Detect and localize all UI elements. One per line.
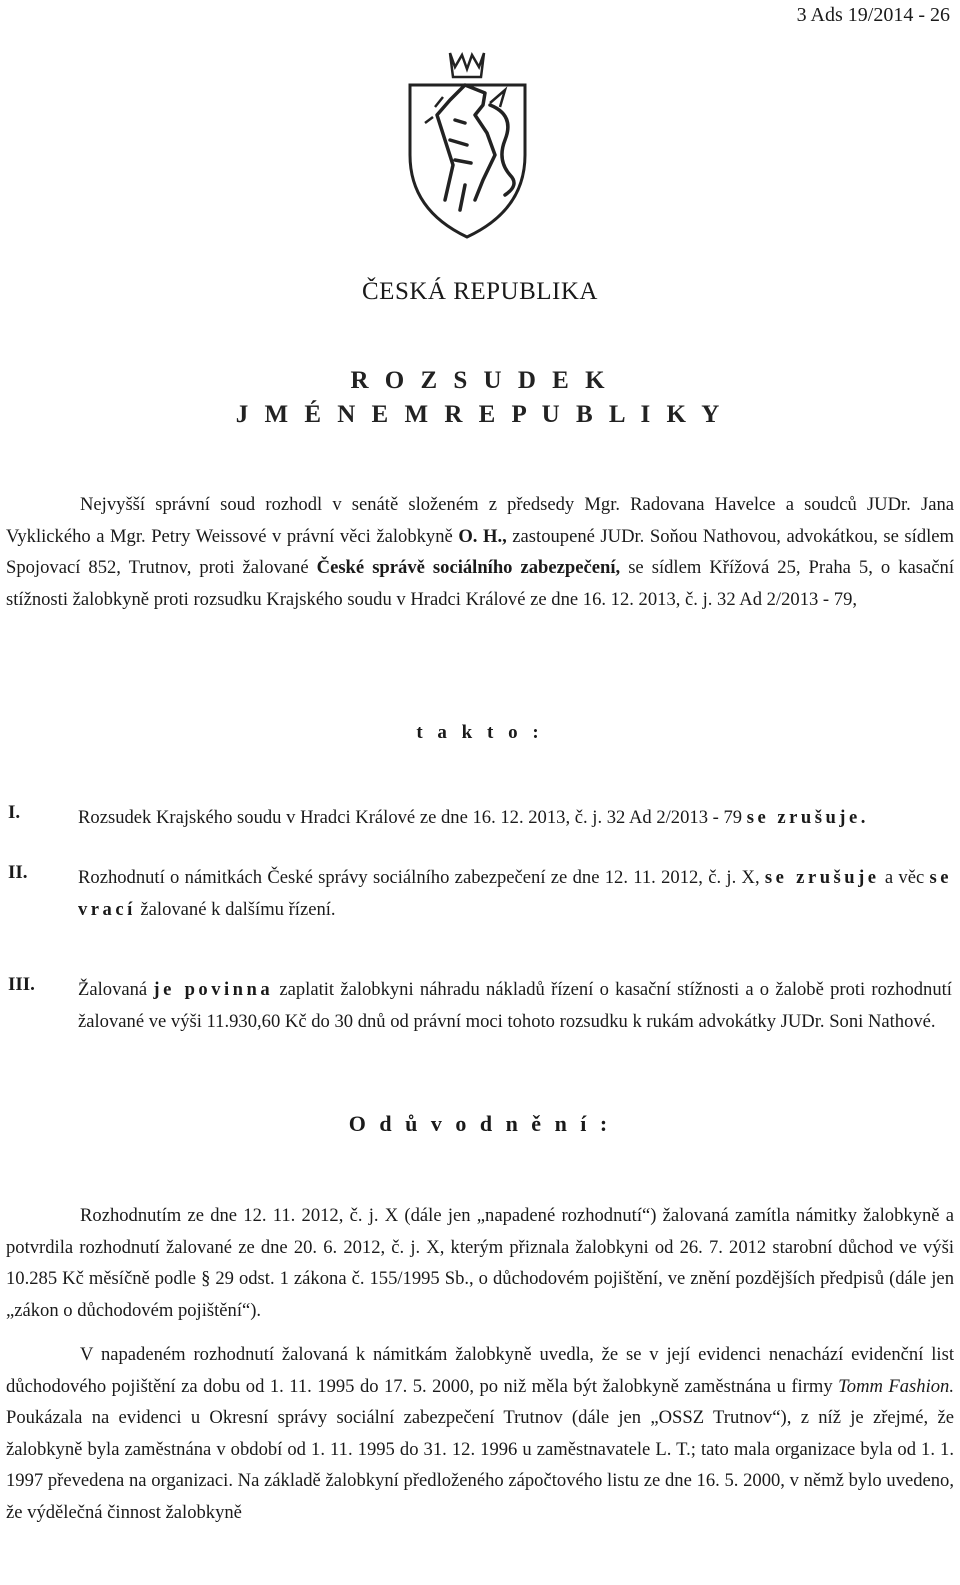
item-number-1: I.	[8, 802, 21, 823]
reasoning-paragraph-1: Rozhodnutím ze dne 12. 11. 2012, č. j. X (dále jen „napadené rozhodnutí“) žalovaná zamítla námitky žalobkyně a potvrdila rozhodnutí žalované ze dne 20. 6. 2012, č. j. X, kterým přiznala žalobkyni od 26. 7. 2012 starobní důchod ve výši 10.285 Kč měsíčně podle § 29 odst. 1 zákona č. 155/1995 Sb., o důchodovém pojištění, ve znění pozdějších předpisů (dále jen „zákon o důchodovém pojištění“).	[6, 1205, 954, 1321]
intro-text-2: zastoupené JUDr. Soňou Nathovou, advokátkou, se sídlem Spojovací 852, Trutnov, proti žalované	[6, 525, 954, 578]
intro-paragraph	[6, 489, 954, 615]
item-2-tail: žalované k dalšímu řízení.	[135, 898, 336, 920]
item-3-emphasis: je povinna	[153, 979, 274, 1000]
czech-lion-coat-of-arms-icon	[405, 45, 530, 240]
reasoning-heading: O d ů v o d n ě n í :	[348, 1111, 612, 1136]
verdict-item-3	[78, 974, 952, 1037]
case-number: 3 Ads 19/2014 - 26	[796, 4, 950, 26]
intro-text-1: Nejvyšší správní soud rozhodl v senátě složeném z předsedy Mgr. Radovana Havelce a soudců JUDr. Jana Vyklického a Mgr. Petry Weissové v právní věci žalobkyně	[6, 494, 954, 547]
country-title: ČESKÁ REPUBLIKA	[362, 278, 598, 305]
verdict-item-1	[78, 802, 952, 834]
item-1-emphasis: se zrušuje.	[746, 807, 869, 828]
item-number-3: III.	[8, 974, 35, 995]
judgment-heading: R O Z S U D E K	[350, 367, 610, 394]
item-3-text: zaplatit žalobkyni náhradu nákladů řízení o kasační stížnosti a o žalobě proti rozhodnutí žalované ve výši 11.930,60 Kč do 30 dnů od právní moci tohoto rozsudku k rukám advokátky JUDr. Soni Nathové.	[78, 979, 952, 1032]
reasoning-paragraph-2	[6, 1339, 954, 1528]
firm-name: Tomm Fashion.	[838, 1375, 954, 1397]
item-3-pre: Žalovaná	[78, 979, 154, 1000]
item-2-emphasis: se zrušuje	[764, 867, 880, 888]
reasoning-2-text-a: V napadeném rozhodnutí žalovaná k námitkám žalobkyně uvedla, že se v její evidenci nenachází evidenční list důchodového pojištění za dobu od 1. 11. 1995 do 17. 5. 2000, po niž měla být žalobkyně zaměstnána u firmy	[6, 1344, 954, 1397]
in-name-of-republic-heading: J M É N E M R E P U B L I K Y	[235, 401, 725, 428]
item-2-mid: a věc	[879, 867, 930, 888]
item-2-emphasis-2: se vrací	[78, 867, 952, 920]
plaintiff-name: O. H.,	[458, 525, 507, 547]
item-2-text: Rozhodnutí o námitkách České správy sociálního zabezpečení ze dne 12. 11. 2012, č. j. X,	[78, 867, 765, 888]
verdict-label: t a k t o :	[416, 722, 544, 743]
defendant-name: České správě sociálního zabezpečení,	[316, 557, 621, 578]
item-number-2: II.	[8, 862, 28, 883]
intro-text-3: se sídlem Křížová 25, Praha 5, o kasační stížnosti žalobkyně proti rozsudku Krajského soudu v Hradci Králové ze dne 16. 12. 2013, č. j. 32 Ad 2/2013 - 79,	[6, 557, 954, 610]
verdict-item-2	[78, 862, 952, 925]
item-1-text: Rozsudek Krajského soudu v Hradci Králové ze dne 16. 12. 2013, č. j. 32 Ad 2/2013 - 79	[78, 807, 747, 828]
reasoning-2-text-b: Poukázala na evidenci u Okresní správy sociální zabezpečení Trutnov (dále jen „OSSZ Trutnov“), z níž je zřejmé, že žalobkyně byla zaměstnána v období od 1. 11. 1995 do 31. 12. 1996 u zaměstnavatele L. T.; tato mala organizace byla od 1. 1. 1997 převedena na organizaci. Na základě žalobkyní předloženého zápočtového listu ze dne 16. 5. 2000, v němž bylo uvedeno, že výdělečná činnost žalobkyně	[6, 1407, 954, 1523]
